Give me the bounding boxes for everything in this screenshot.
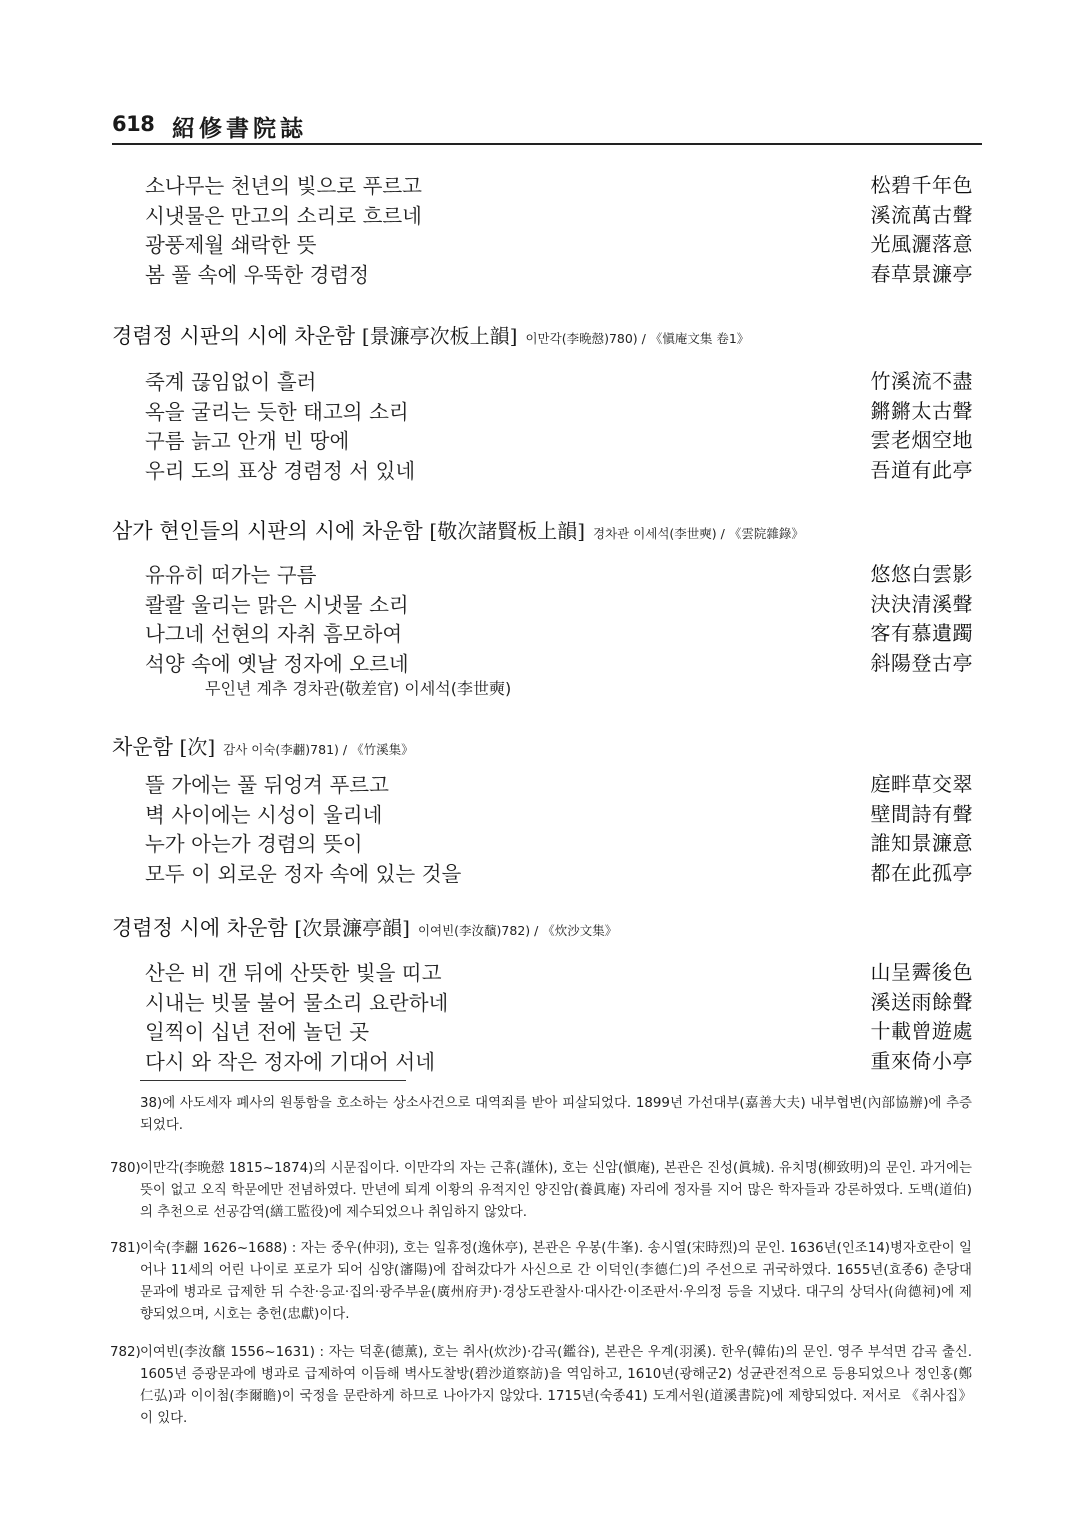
poem-line: [145, 454, 973, 484]
heading-title: 삼가 현인들의 시판의 시에 차운함: [112, 519, 430, 543]
page-number: 618: [112, 112, 155, 136]
poem-heading: [112, 320, 749, 350]
heading-hanja: [次]: [179, 735, 216, 759]
poem-heading: [112, 731, 414, 761]
poem-heading: [112, 912, 617, 942]
footnote-number: 782): [110, 1345, 141, 1360]
heading-meta: 경차관 이세석(李世奭) / 《雲院雜錄》: [593, 526, 804, 541]
korean-line: 모두 이 외로운 정자 속에 있는 것을: [145, 861, 462, 886]
chinese-line: 溪流萬古聲: [870, 202, 973, 227]
chinese-line: 悠悠白雲影: [870, 562, 973, 586]
korean-line: 뜰 가에는 풀 뒤엉겨 푸르고: [145, 773, 389, 797]
heading-title: 차운함: [112, 735, 180, 759]
header-rule: [112, 143, 982, 145]
chinese-line: 斜陽登古亭: [870, 650, 973, 675]
chinese-line: 溪送雨餘聲: [870, 989, 973, 1014]
poem-line: [145, 1015, 973, 1045]
chinese-line: 雲老烟空地: [870, 428, 973, 452]
heading-title: 경렴정 시에 차운함: [112, 916, 295, 940]
footnote-text: 이만각(李晩慤 1815~1874)의 시문집이다. 이만각의 자는 근휴(謹休), 호는 신암(愼庵), 본관은 진성(眞城). 유치명(柳致明)의 문인. 과거에는 뜻이 없고 오직 학문에만 전념하였다. 만년에 퇴계 이황의 유적지인 양진암(養眞庵) 자리에 정자를 지어 많은 학자들과 강론하였다. 도백(道伯)의 추천으로 선공감역(繕工監役)에 제수되었으나 취임하지 않았다.: [140, 1161, 972, 1220]
chinese-line: 客有慕遺躅: [870, 621, 973, 645]
heading-hanja: [敬次諸賢板上韻]: [429, 519, 585, 543]
footnote-781: [110, 1238, 972, 1326]
korean-line: 구름 늙고 안개 빈 땅에: [145, 429, 350, 453]
chinese-line: 春草景濂亭: [870, 261, 973, 286]
footnote-number: 780): [110, 1161, 141, 1176]
korean-line: 광풍제월 쇄락한 뜻: [145, 233, 317, 257]
poem-line: [145, 986, 973, 1016]
poem-line: [145, 199, 973, 229]
poem-line: [145, 169, 973, 199]
korean-line: 봄 풀 속에 우뚝한 경렴정: [145, 262, 370, 287]
chinese-line: 吾道有此亭: [870, 457, 973, 482]
footnote-rule: [140, 1080, 406, 1081]
korean-line: 누가 아는가 경렴의 뜻이: [145, 832, 363, 856]
korean-line: 산은 비 갠 뒤에 산뜻한 빛을 띠고: [145, 961, 442, 985]
poem-line: [145, 395, 973, 425]
chinese-line: 竹溪流不盡: [870, 369, 973, 393]
chinese-line: 壁間詩有聲: [870, 801, 973, 826]
poem-line: [145, 365, 973, 395]
korean-line: 일찍이 십년 전에 놀던 곳: [145, 1020, 370, 1044]
poem-line: [145, 228, 973, 258]
poem-line: [145, 617, 973, 647]
heading-hanja: [次景濂亭韻]: [294, 916, 410, 940]
chinese-line: 山呈霽後色: [870, 960, 973, 984]
poem-heading: [112, 515, 804, 545]
poem-line: [145, 857, 973, 887]
poem-stanza: [145, 169, 973, 287]
poem-line: [145, 258, 973, 288]
korean-line: 다시 와 작은 정자에 기대어 서네: [145, 1049, 436, 1074]
chinese-line: 鏘鏘太古聲: [870, 398, 973, 423]
footnote-number: 781): [110, 1241, 141, 1256]
chinese-line: 誰知景濂意: [870, 831, 973, 855]
heading-meta: 이여빈(李汝馪)782) / 《炊沙文集》: [417, 923, 618, 938]
poem-line: [145, 798, 973, 828]
poem-line: [145, 827, 973, 857]
heading-meta: 감사 이숙(李䎘)781) / 《竹溪集》: [223, 742, 414, 757]
korean-line: 유유히 떠가는 구름: [145, 563, 317, 587]
korean-line: 벽 사이에는 시성이 울리네: [145, 802, 383, 827]
poem-line: [145, 768, 973, 798]
korean-line: 소나무는 천년의 빛으로 푸르고: [145, 174, 422, 198]
poem-stanza: [145, 558, 973, 676]
poem-line: [145, 588, 973, 618]
poem-line: [145, 558, 973, 588]
korean-line: 시내는 빗물 불어 물소리 요란하네: [145, 990, 449, 1015]
book-title: 紹修書院誌: [172, 115, 307, 142]
korean-line: 나그네 선현의 자취 흠모하여: [145, 622, 403, 646]
poem-stanza: [145, 365, 973, 483]
signature-line: 무인년 계추 경차관(敬差官) 이세석(李世奭): [205, 679, 512, 698]
footnote-continuation: 38)에 사도세자 폐사의 원통함을 호소하는 상소사건으로 대역죄를 받아 피살되었다. 1899년 가선대부(嘉善大夫) 내부협변(內部協辦)에 추증되었다.: [140, 1096, 972, 1133]
poem-stanza: [145, 768, 973, 886]
chinese-line: 決決清溪聲: [870, 591, 973, 616]
korean-line: 우리 도의 표상 경렴정 서 있네: [145, 458, 416, 483]
chinese-line: 松碧千年色: [870, 173, 973, 197]
korean-line: 옥을 굴리는 듯한 태고의 소리: [145, 399, 409, 424]
korean-line: 죽계 끊임없이 흘러: [145, 370, 317, 394]
footnote-text: 이여빈(李汝馪 1556~1631) : 자는 덕훈(德薰), 호는 취사(炊沙)·감곡(鑑谷), 본관은 우계(羽溪). 한우(韓佑)의 문인. 영주 부석면 감곡 출신. 1605년 증광문과에 병과로 급제하여 이듬해 벽사도찰방(碧沙道察訪)을 역임하고, 1610년(광해군2) 성균관전적으로 등용되었으나 정인홍(鄭仁弘)과 이이첨(李爾瞻)이 국정을 문란하게 하므로 나아가지 않았다. 1715년(숙종41) 도계서원(道溪書院)에 제향되었다. 저서로 《취사집》이 있다.: [140, 1345, 972, 1426]
poem-line: [145, 424, 973, 454]
chinese-line: 重來倚小亭: [870, 1048, 973, 1073]
chinese-line: 都在此孤亭: [870, 860, 973, 885]
footnote-text: 이숙(李䎘 1626~1688) : 자는 중우(仲羽), 호는 일휴정(逸休亭), 본관은 우봉(牛峯). 송시열(宋時烈)의 문인. 1636년(인조14)병자호란이 일어나 11세의 어린 나이로 포로가 되어 심양(瀋陽)에 잡혀갔다가 사신으로 간 이덕인(李德仁)의 주선으로 귀국하였다. 1655년(효종6) 춘당대 문과에 병과로 급제한 뒤 수찬·응교·집의·광주부윤(廣州府尹)·경상도관찰사·대사간·이조판서·우의정 등을 지냈다. 대구의 상덕사(尙德祠)에 제향되었으며, 시호는 충헌(忠獻)이다.: [140, 1241, 972, 1322]
korean-line: 석양 속에 옛날 정자에 오르네: [145, 651, 409, 676]
footnote-780: [110, 1158, 972, 1224]
chinese-line: 十載曾遊處: [870, 1019, 973, 1043]
poem-stanza: [145, 956, 973, 1074]
korean-line: 콸콸 울리는 맑은 시냇물 소리: [145, 592, 409, 617]
heading-meta: 이만각(李晩慤)780) / 《愼庵文集 卷1》: [525, 331, 750, 346]
footnote-782: [110, 1342, 972, 1430]
korean-line: 시냇물은 만고의 소리로 흐르네: [145, 203, 422, 228]
poem-line: [145, 956, 973, 986]
page-header: [112, 110, 982, 142]
poem-line: [145, 1045, 973, 1075]
heading-title: 경렴정 시판의 시에 차운함: [112, 324, 362, 348]
chinese-line: 庭畔草交翠: [870, 772, 973, 796]
heading-hanja: [景濂亭次板上韻]: [361, 324, 518, 348]
poem-line: [145, 647, 973, 677]
chinese-line: 光風灑落意: [870, 232, 973, 256]
